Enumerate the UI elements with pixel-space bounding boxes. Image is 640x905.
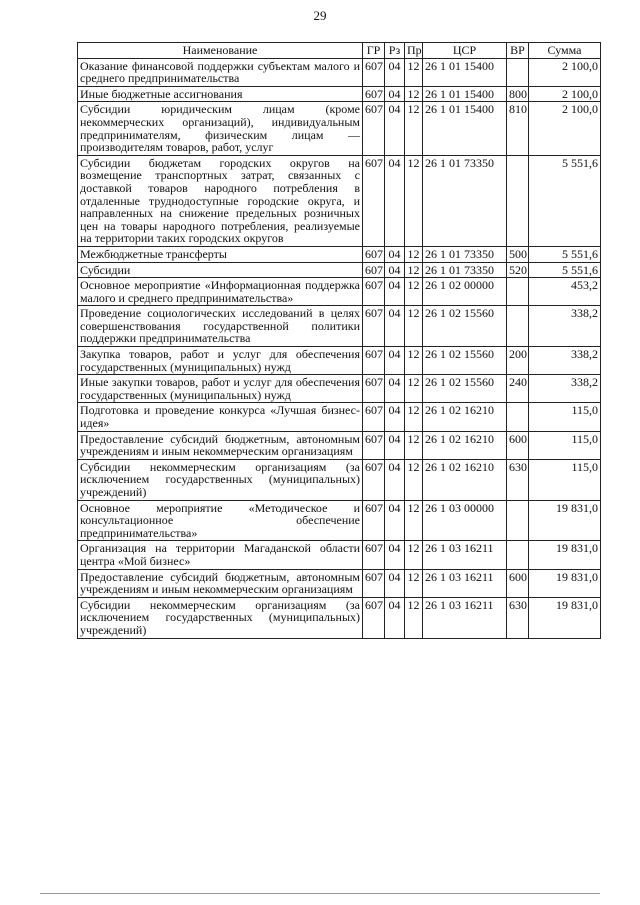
cell-sum: 338,2 [529, 347, 601, 375]
cell-name: Оказание финансовой поддержки субъектам малого и среднего предпринимательства [78, 58, 363, 86]
header-rz: Рз [385, 43, 405, 59]
table-row [78, 306, 601, 347]
cell-gr: 607 [363, 58, 385, 86]
cell-name: Подготовка и проведение конкурса «Лучшая бизнес-идея» [78, 403, 363, 431]
cell-rz: 04 [385, 102, 405, 155]
cell-sum: 2 100,0 [529, 86, 601, 102]
cell-csr: 26 1 01 73350 [423, 246, 507, 262]
table-row [78, 459, 601, 500]
cell-vr [507, 155, 529, 246]
cell-pr: 12 [405, 500, 423, 541]
cell-gr: 607 [363, 597, 385, 638]
cell-vr [507, 403, 529, 431]
cell-pr: 12 [405, 459, 423, 500]
cell-csr: 26 1 03 16211 [423, 597, 507, 638]
cell-pr: 12 [405, 306, 423, 347]
cell-name: Субсидии бюджетам городских округов на возмещение транспортных затрат, связанных с доставкой товаров народного потребления в отдаленные труднодоступные городские округа, и направленных на снижение предельных розничных цен на товары народного потребления, реализуемые на территории таких городских округов [78, 155, 363, 246]
table-row [78, 86, 601, 102]
cell-rz: 04 [385, 597, 405, 638]
cell-gr: 607 [363, 403, 385, 431]
table-row [78, 375, 601, 403]
budget-table [77, 42, 601, 639]
cell-pr: 12 [405, 86, 423, 102]
cell-rz: 04 [385, 278, 405, 306]
page-number: 29 [313, 8, 327, 23]
cell-vr: 630 [507, 597, 529, 638]
cell-vr: 600 [507, 431, 529, 459]
cell-pr: 12 [405, 155, 423, 246]
cell-rz: 04 [385, 347, 405, 375]
cell-pr: 12 [405, 347, 423, 375]
cell-vr: 520 [507, 262, 529, 278]
cell-csr: 26 1 01 73350 [423, 155, 507, 246]
cell-gr: 607 [363, 278, 385, 306]
cell-pr: 12 [405, 431, 423, 459]
cell-gr: 607 [363, 155, 385, 246]
cell-rz: 04 [385, 500, 405, 541]
cell-vr: 800 [507, 86, 529, 102]
bottom-rule [40, 893, 600, 894]
cell-name: Иные закупки товаров, работ и услуг для обеспечения государственных (муниципальных) нужд [78, 375, 363, 403]
cell-sum: 2 100,0 [529, 58, 601, 86]
cell-csr: 26 1 02 15560 [423, 306, 507, 347]
header-csr: ЦСР [423, 43, 507, 59]
cell-sum: 5 551,6 [529, 262, 601, 278]
cell-csr: 26 1 03 16211 [423, 569, 507, 597]
cell-vr [507, 278, 529, 306]
cell-csr: 26 1 01 73350 [423, 262, 507, 278]
table-row [78, 58, 601, 86]
cell-vr: 200 [507, 347, 529, 375]
cell-pr: 12 [405, 278, 423, 306]
cell-sum: 115,0 [529, 403, 601, 431]
cell-pr: 12 [405, 58, 423, 86]
cell-rz: 04 [385, 459, 405, 500]
cell-vr: 500 [507, 246, 529, 262]
cell-name: Предоставление субсидий бюджетным, автономным учреждениям и иным некоммерческим организациям [78, 431, 363, 459]
cell-gr: 607 [363, 375, 385, 403]
cell-pr: 12 [405, 102, 423, 155]
cell-pr: 12 [405, 541, 423, 569]
table-row [78, 431, 601, 459]
header-name: Наименование [78, 43, 363, 59]
cell-name: Основное мероприятие «Информационная поддержка малого и среднего предпринимательства» [78, 278, 363, 306]
cell-name: Закупка товаров, работ и услуг для обеспечения государственных (муниципальных) нужд [78, 347, 363, 375]
cell-pr: 12 [405, 597, 423, 638]
table-header-row [78, 43, 601, 59]
cell-sum: 19 831,0 [529, 541, 601, 569]
header-gr: ГР [363, 43, 385, 59]
cell-sum: 115,0 [529, 459, 601, 500]
cell-rz: 04 [385, 431, 405, 459]
table-row [78, 347, 601, 375]
cell-sum: 2 100,0 [529, 102, 601, 155]
table-row [78, 278, 601, 306]
cell-csr: 26 1 03 16211 [423, 541, 507, 569]
cell-csr: 26 1 02 15560 [423, 375, 507, 403]
cell-sum: 338,2 [529, 375, 601, 403]
cell-sum: 5 551,6 [529, 155, 601, 246]
cell-rz: 04 [385, 58, 405, 86]
cell-pr: 12 [405, 246, 423, 262]
table-row [78, 262, 601, 278]
cell-name: Субсидии некоммерческим организациям (за исключением государственных (муниципальных) учреждений) [78, 597, 363, 638]
cell-sum: 5 551,6 [529, 246, 601, 262]
cell-csr: 26 1 02 15560 [423, 347, 507, 375]
cell-pr: 12 [405, 262, 423, 278]
cell-sum: 115,0 [529, 431, 601, 459]
cell-name: Субсидии [78, 262, 363, 278]
cell-pr: 12 [405, 569, 423, 597]
cell-sum: 338,2 [529, 306, 601, 347]
table-row [78, 597, 601, 638]
cell-name: Субсидии юридическим лицам (кроме некоммерческих организаций), индивидуальным предпринимателям, физическим лицам — производителям товаров, работ, услуг [78, 102, 363, 155]
cell-csr: 26 1 01 15400 [423, 102, 507, 155]
cell-sum: 19 831,0 [529, 569, 601, 597]
cell-gr: 607 [363, 306, 385, 347]
cell-gr: 607 [363, 262, 385, 278]
table-row [78, 155, 601, 246]
cell-name: Организация на территории Магаданской области центра «Мой бизнес» [78, 541, 363, 569]
table-body [78, 58, 601, 638]
cell-name: Предоставление субсидий бюджетным, автономным учреждениям и иным некоммерческим организациям [78, 569, 363, 597]
table-row [78, 500, 601, 541]
cell-csr: 26 1 01 15400 [423, 58, 507, 86]
cell-csr: 26 1 02 16210 [423, 403, 507, 431]
header-vr: ВР [507, 43, 529, 59]
cell-gr: 607 [363, 246, 385, 262]
cell-vr: 630 [507, 459, 529, 500]
cell-gr: 607 [363, 86, 385, 102]
table-row [78, 569, 601, 597]
cell-vr [507, 541, 529, 569]
cell-rz: 04 [385, 155, 405, 246]
cell-rz: 04 [385, 262, 405, 278]
cell-gr: 607 [363, 541, 385, 569]
cell-gr: 607 [363, 459, 385, 500]
cell-name: Проведение социологических исследований в целях совершенствования государственной политики поддержки предпринимательства [78, 306, 363, 347]
table-row [78, 102, 601, 155]
cell-gr: 607 [363, 347, 385, 375]
cell-rz: 04 [385, 541, 405, 569]
cell-sum: 19 831,0 [529, 597, 601, 638]
cell-vr: 810 [507, 102, 529, 155]
cell-vr: 240 [507, 375, 529, 403]
cell-name: Иные бюджетные ассигнования [78, 86, 363, 102]
cell-rz: 04 [385, 246, 405, 262]
table-row [78, 541, 601, 569]
cell-gr: 607 [363, 500, 385, 541]
cell-rz: 04 [385, 403, 405, 431]
cell-sum: 453,2 [529, 278, 601, 306]
header-sum: Сумма [529, 43, 601, 59]
cell-vr [507, 500, 529, 541]
table-row [78, 403, 601, 431]
cell-sum: 19 831,0 [529, 500, 601, 541]
cell-vr [507, 58, 529, 86]
cell-rz: 04 [385, 375, 405, 403]
cell-name: Основное мероприятие «Методическое и консультационное обеспечение предпринимательства» [78, 500, 363, 541]
cell-csr: 26 1 02 16210 [423, 431, 507, 459]
cell-vr: 600 [507, 569, 529, 597]
cell-csr: 26 1 02 00000 [423, 278, 507, 306]
cell-pr: 12 [405, 375, 423, 403]
cell-rz: 04 [385, 86, 405, 102]
cell-gr: 607 [363, 431, 385, 459]
cell-rz: 04 [385, 306, 405, 347]
table-row [78, 246, 601, 262]
cell-name: Субсидии некоммерческим организациям (за исключением государственных (муниципальных) учреждений) [78, 459, 363, 500]
cell-name: Межбюджетные трансферты [78, 246, 363, 262]
header-pr: Пр [405, 43, 423, 59]
cell-csr: 26 1 02 16210 [423, 459, 507, 500]
cell-csr: 26 1 03 00000 [423, 500, 507, 541]
cell-vr [507, 306, 529, 347]
cell-pr: 12 [405, 403, 423, 431]
cell-gr: 607 [363, 569, 385, 597]
cell-rz: 04 [385, 569, 405, 597]
cell-csr: 26 1 01 15400 [423, 86, 507, 102]
cell-gr: 607 [363, 102, 385, 155]
